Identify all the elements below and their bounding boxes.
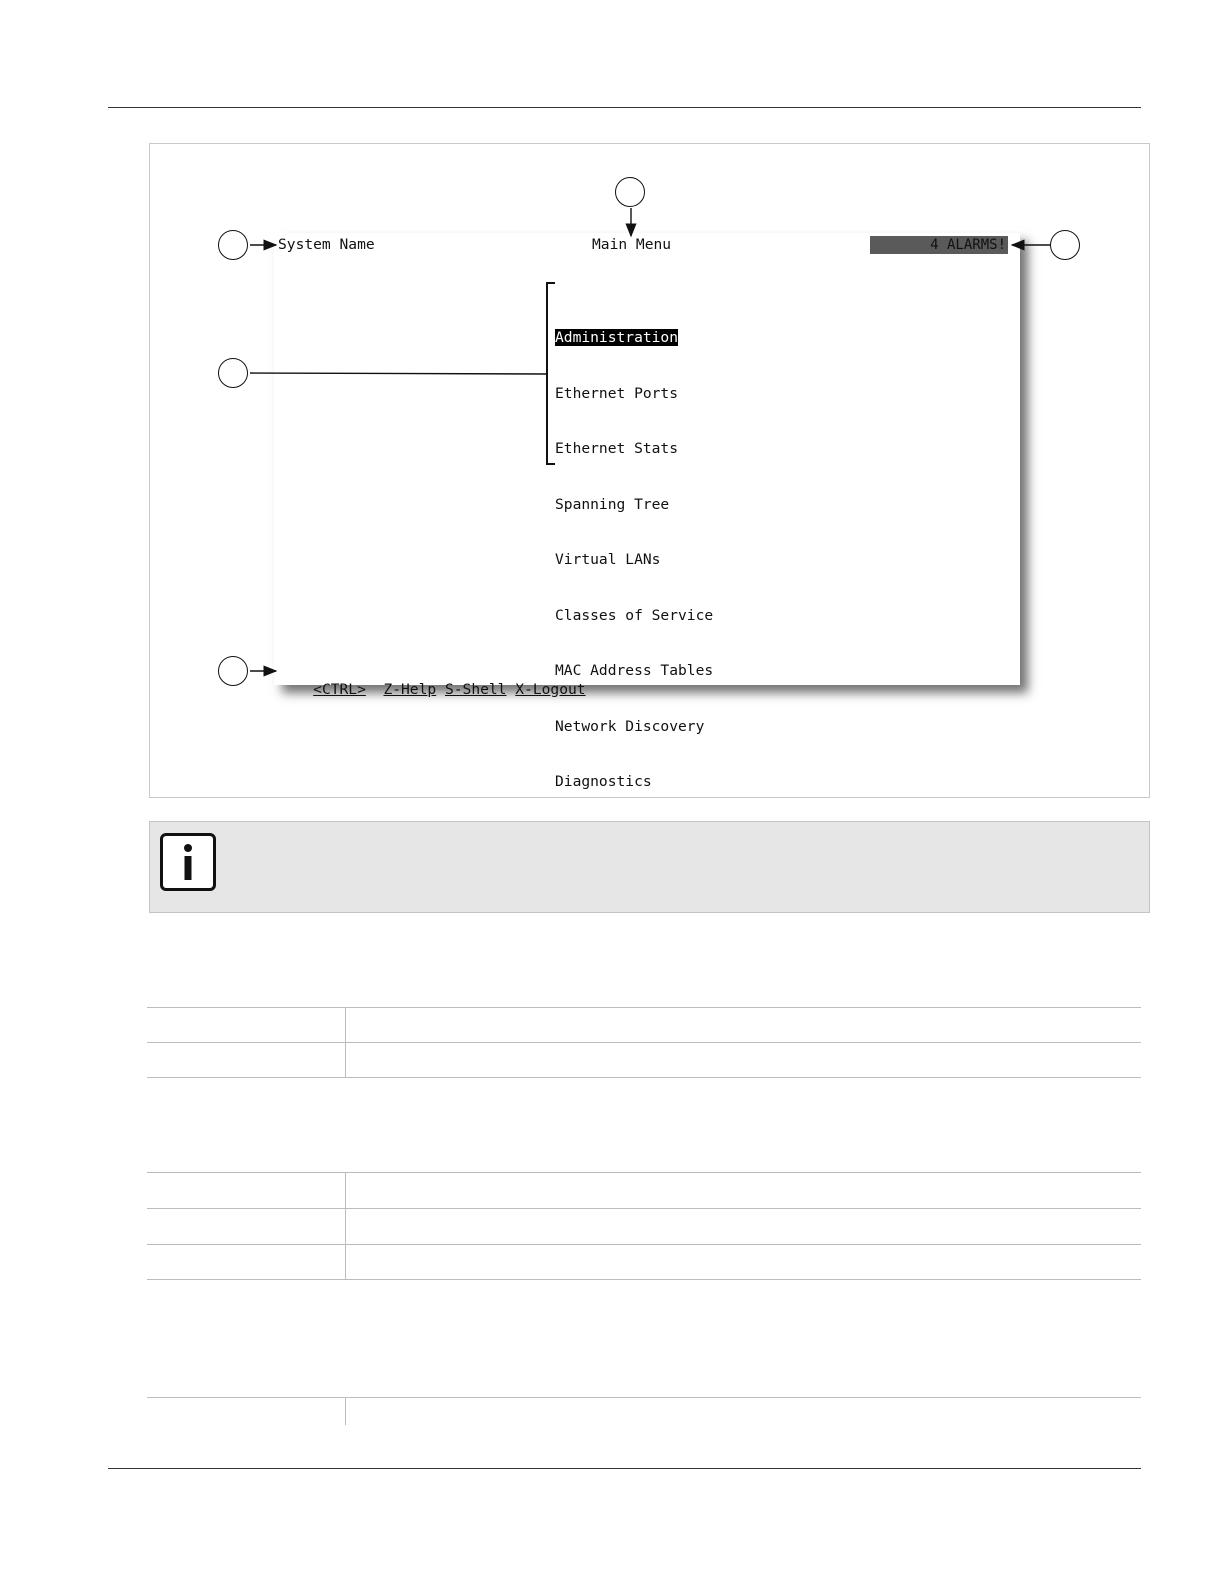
- system-name: System Name: [278, 236, 375, 253]
- menu-item-virtual-lans[interactable]: Virtual LANs: [555, 551, 661, 568]
- menu-bracket: [547, 283, 555, 464]
- table-row-divider: [147, 1077, 1141, 1078]
- menu-item-spanning-tree[interactable]: Spanning Tree: [555, 495, 670, 513]
- menu-item-network-discovery[interactable]: Network Discovery: [555, 717, 705, 735]
- figure-frame: [149, 143, 1150, 798]
- callout-circle-alarms: [1050, 230, 1080, 260]
- ctrl-key-label: <CTRL>: [313, 680, 366, 698]
- table-row-divider: [147, 1279, 1141, 1280]
- shell-command[interactable]: S-Shell: [444, 680, 507, 698]
- menu-item-classes-of-service[interactable]: Classes of Service: [555, 606, 714, 624]
- table-row-divider: [147, 1397, 1141, 1398]
- alarm-indicator[interactable]: 4 ALARMS!: [870, 236, 1008, 254]
- table-row-divider: [147, 1172, 1141, 1173]
- callout-lines: [150, 144, 1151, 799]
- callout-circle-commands: [218, 656, 248, 686]
- table-row-divider: [147, 1007, 1141, 1008]
- menu-item-diagnostics[interactable]: Diagnostics: [555, 773, 652, 790]
- header-rule: [108, 107, 1141, 108]
- table-column-divider: [345, 1172, 346, 1280]
- footer-rule: [108, 1468, 1141, 1469]
- menu-item-administration[interactable]: Administration: [555, 329, 679, 346]
- table-column-divider: [345, 1397, 346, 1425]
- info-icon: [160, 833, 216, 891]
- callout-circle-menu: [218, 358, 248, 388]
- callout-circle-system-name: [218, 230, 248, 260]
- callout-circle-title: [615, 177, 645, 207]
- table-row-divider: [147, 1244, 1141, 1245]
- logout-command[interactable]: X-Logout: [515, 680, 586, 698]
- page-title: Main Menu: [592, 236, 672, 253]
- note-box: [149, 821, 1150, 913]
- menu-item-ethernet-stats[interactable]: Ethernet Stats: [555, 440, 679, 457]
- callout-line-menu: [250, 373, 547, 374]
- table-row-divider: [147, 1042, 1141, 1043]
- table-row-divider: [147, 1208, 1141, 1209]
- menu-item-ethernet-ports[interactable]: Ethernet Ports: [555, 384, 679, 402]
- help-command[interactable]: Z-Help: [383, 680, 437, 698]
- table-column-divider: [345, 1007, 346, 1078]
- menu-item-mac-address-tables[interactable]: MAC Address Tables: [555, 662, 714, 679]
